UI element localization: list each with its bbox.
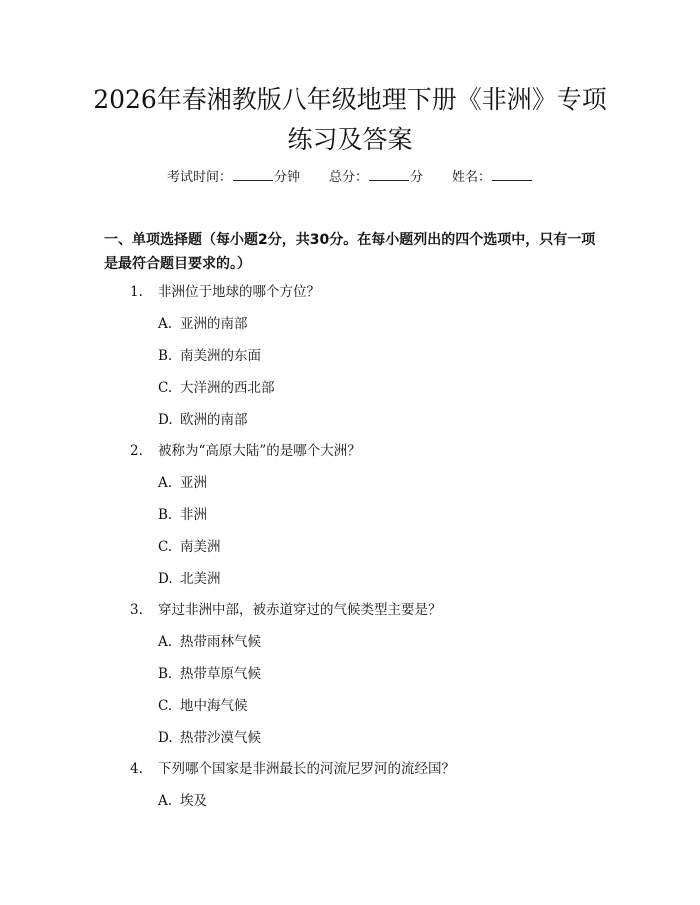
option-text: 热带草原气候 xyxy=(180,666,261,682)
document-title: 2026年春湘教版八年级地理下册《非洲》专项练习及答案 xyxy=(93,85,607,154)
question-1 xyxy=(130,282,320,302)
option-letter: D. xyxy=(158,412,173,428)
question-2-option-b xyxy=(158,505,207,525)
question-3-option-c xyxy=(158,696,248,716)
option-text: 埃及 xyxy=(180,793,207,809)
option-text: 欧洲的南部 xyxy=(180,412,248,428)
option-letter: D. xyxy=(158,571,173,587)
option-text: 北美洲 xyxy=(180,571,221,587)
question-1-option-d xyxy=(158,410,248,430)
total-score-blank xyxy=(369,168,409,181)
option-text: 南美洲 xyxy=(180,539,221,555)
question-1-option-c xyxy=(158,378,275,398)
option-letter: C. xyxy=(158,539,173,555)
question-text: 非洲位于地球的哪个方位？ xyxy=(158,284,320,300)
question-2-option-c xyxy=(158,537,221,557)
option-letter: D. xyxy=(158,730,173,746)
option-text: 非洲 xyxy=(180,507,207,523)
option-text: 热带雨林气候 xyxy=(180,634,261,650)
option-text: 亚洲 xyxy=(180,475,207,491)
option-letter: B. xyxy=(158,507,173,523)
question-text: 下列哪个国家是非洲最长的河流尼罗河的流经国？ xyxy=(158,761,455,777)
question-number: 4. xyxy=(130,761,143,777)
exam-time-blank xyxy=(233,168,273,181)
question-3-option-a xyxy=(158,632,261,652)
exam-time-unit: 分钟 xyxy=(274,170,301,185)
name-blank xyxy=(492,168,532,181)
question-number: 3. xyxy=(130,602,143,618)
option-letter: A. xyxy=(158,316,173,332)
question-2 xyxy=(130,441,361,461)
option-text: 地中海气候 xyxy=(180,698,248,714)
name-label: 姓名： xyxy=(451,170,491,185)
total-score-label: 总分： xyxy=(328,170,368,185)
question-3 xyxy=(130,600,442,620)
question-3-option-d xyxy=(158,728,261,748)
option-letter: B. xyxy=(158,666,173,682)
question-number: 2. xyxy=(130,443,143,459)
question-1-option-b xyxy=(158,346,261,366)
option-letter: B. xyxy=(158,348,173,364)
question-2-option-d xyxy=(158,569,221,589)
exam-time-label: 考试时间： xyxy=(167,170,233,185)
question-2-option-a xyxy=(158,473,207,493)
option-text: 热带沙漠气候 xyxy=(180,730,261,746)
question-4-option-a xyxy=(158,791,207,811)
question-number: 1. xyxy=(130,284,143,300)
option-letter: C. xyxy=(158,380,173,396)
option-text: 南美洲的东面 xyxy=(180,348,261,364)
question-3-option-b xyxy=(158,664,261,684)
option-letter: C. xyxy=(158,698,173,714)
option-text: 大洋洲的西北部 xyxy=(180,380,275,396)
option-letter: A. xyxy=(158,634,173,650)
option-letter: A. xyxy=(158,793,173,809)
question-4 xyxy=(130,759,455,779)
option-text: 亚洲的南部 xyxy=(180,316,248,332)
question-text: 被称为“高原大陆”的是哪个大洲？ xyxy=(158,443,361,459)
question-1-option-a xyxy=(158,314,248,334)
option-letter: A. xyxy=(158,475,173,491)
exam-info-line xyxy=(0,168,700,188)
question-text: 穿过非洲中部，被赤道穿过的气候类型主要是？ xyxy=(158,602,442,618)
section-heading-single-choice: 一、单项选择题（每小题2分，共30分。在每小题列出的四个选项中，只有一项是最符合题目要求的。） xyxy=(104,232,596,272)
total-score-unit: 分 xyxy=(410,170,424,185)
